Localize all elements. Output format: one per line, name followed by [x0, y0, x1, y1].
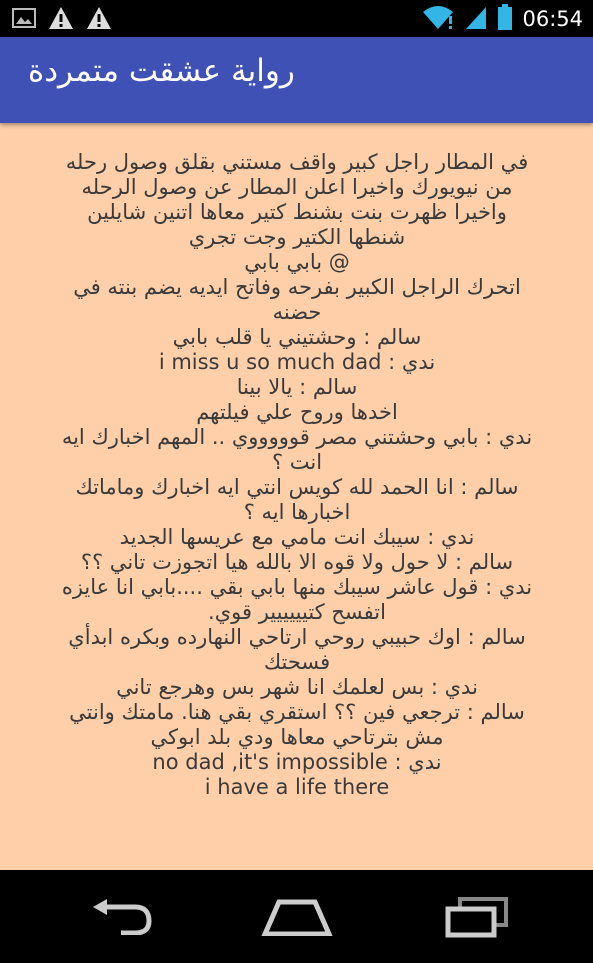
warning-icon: [86, 6, 112, 34]
story-line: اتفسح كتيييييير قوي.: [208, 600, 386, 624]
recents-icon: [444, 896, 510, 942]
story-line: سالم : يالا بينا: [236, 375, 358, 399]
navigation-bar: [0, 870, 593, 963]
story-line: ندي : no dad ,it's impossible: [152, 750, 442, 774]
story-text[interactable]: [18, 150, 576, 850]
notification-icons: [12, 6, 112, 34]
warning-icon: [48, 6, 74, 34]
system-icons: [422, 4, 583, 34]
story-line: من نيويورك واخيرا اعلن المطار عن وصول الرحله: [81, 175, 513, 199]
story-line: اتحرك الراجل الكبير بفرحه وفاتح ايديه يضم بنته في: [73, 275, 521, 299]
status-bar: [0, 0, 593, 37]
story-line: @ بابي بابي: [244, 250, 350, 274]
story-line: حضنه: [272, 300, 322, 324]
recents-button[interactable]: [432, 895, 522, 943]
story-line: سالم : وحشتيني يا قلب بابي: [172, 325, 422, 349]
story-line: اخبارها ايه ؟: [243, 500, 351, 524]
story-line: فسحتك: [263, 650, 331, 674]
wifi-icon: [422, 4, 454, 34]
story-line: i have a life there: [204, 775, 390, 799]
back-button[interactable]: [78, 895, 168, 943]
story-line: انت ؟: [271, 450, 323, 474]
story-line: مش بترتاحي معاها ودي بلد ابوكي: [150, 725, 444, 749]
app-title: رواية عشقت متمردة: [28, 53, 295, 89]
signal-icon: [464, 4, 488, 34]
app-bar: [0, 37, 593, 123]
story-line: ندي : بابي وحشتني مصر قوووووي .. المهم اخبارك ايه: [61, 425, 533, 449]
story-line: واخيرا ظهرت بنت بشنط كتير معاها اتنين شايلين: [87, 200, 507, 224]
story-line: سالم : اوك حبيبي روحي ارتاحي النهارده وبكره ابدأي: [68, 625, 526, 649]
story-line: ندي : سيبك انت مامي مع عريسها الجديد: [119, 525, 475, 549]
battery-icon: [498, 4, 512, 34]
home-icon: [261, 898, 333, 940]
image-icon: [12, 7, 36, 33]
status-clock: 06:54: [522, 7, 583, 31]
story-line: شنطها الكتير وجت تجري: [188, 225, 406, 249]
story-line: سالم : انا الحمد لله كويس انتي ايه اخبارك وماماتك: [75, 475, 519, 499]
story-line: ندي : قول عاشر سيبك منها بابي بقي ....بابي انا عايزه: [61, 575, 533, 599]
story-line: ندي : بس لعلمك انا شهر بس وهرجع تاني: [116, 675, 478, 699]
home-button[interactable]: [252, 895, 342, 943]
story-line: اخدها وروح علي فيلتهم: [196, 400, 398, 424]
story-line: سالم : لا حول ولا قوه الا بالله هيا اتجوزت تاني ؟؟: [80, 550, 514, 574]
back-icon: [91, 899, 155, 939]
story-line: سالم : ترجعي فين ؟؟ استقري بقي هنا. مامتك وانتي: [69, 700, 525, 724]
story-line: في المطار راجل كبير واقف مستني بقلق وصول رحله: [65, 150, 529, 174]
story-line: ندي : i miss u so much dad: [158, 350, 436, 374]
